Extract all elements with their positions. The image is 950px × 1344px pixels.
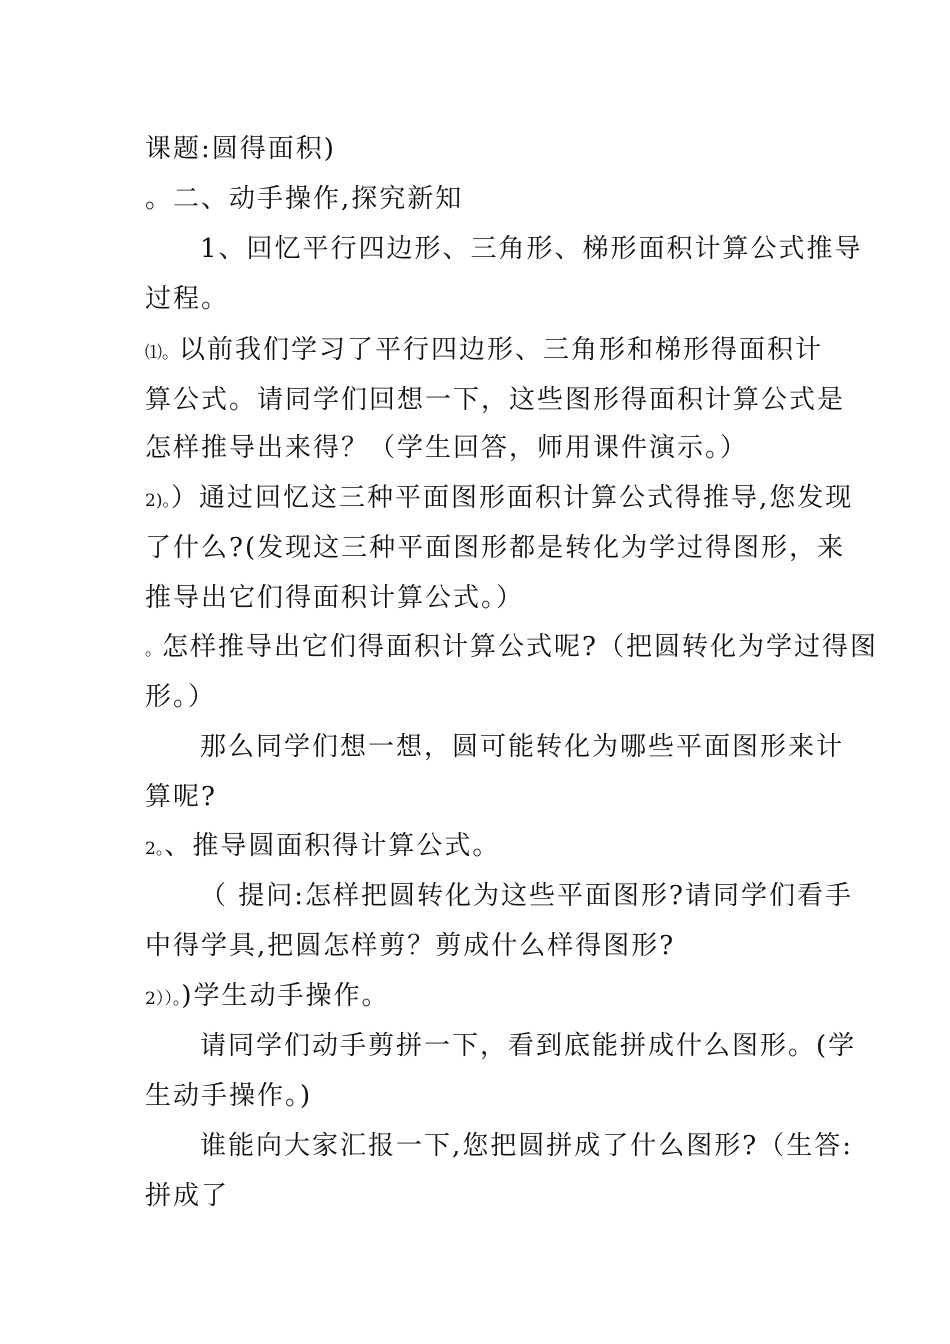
- paragraph-line: 怎样推导出来得？（学生回答，师用课件演示。）: [145, 433, 749, 463]
- paragraph-line: [145, 630, 878, 667]
- paragraph-text: 、推导圆面积得计算公式。: [164, 831, 501, 861]
- paragraph-text: 以前我们学习了平行四边形、三角形和梯形得面积计: [179, 335, 824, 365]
- paragraph-line: （ 提问:怎样把圆转化为这些平面图形?请同学们看手: [200, 881, 853, 911]
- paragraph-text: )学生动手操作。: [181, 981, 390, 1011]
- list-marker: 。: [145, 640, 162, 660]
- paragraph-line: [145, 979, 389, 1016]
- paragraph-line: 请同学们动手剪拼一下，看到底能拼成什么图形。(学: [200, 1031, 857, 1061]
- list-marker: 2））。: [145, 989, 182, 1009]
- paragraph-line: [145, 481, 853, 518]
- paragraph-line: 1、回忆平行四边形、三角形、梯形面积计算公式推导: [200, 234, 863, 264]
- paragraph-line: 谁能向大家汇报一下,您把圆拼成了什么图形?（生答:: [200, 1131, 853, 1161]
- paragraph-text: 怎样推导出它们得面积计算公式呢?（把圆转化为学过得图: [162, 632, 878, 662]
- paragraph-text: ）通过回忆这三种平面图形面积计算公式得推导,您发现: [170, 483, 854, 513]
- lesson-title: 课题:圆得面积): [145, 134, 336, 164]
- paragraph-line: 形。）: [145, 682, 217, 712]
- list-marker: 2。: [145, 839, 165, 859]
- paragraph-line: 拼成了: [145, 1181, 230, 1211]
- paragraph-line: 了什么?(发现这三种平面图形都是转化为学过得图形，来: [145, 533, 846, 563]
- paragraph-line: 生动手操作。): [145, 1081, 313, 1111]
- paragraph-line: 算公式。请同学们回想一下，这些图形得面积计算公式是: [145, 385, 846, 415]
- section-heading: 。二、动手操作,探究新知: [145, 184, 464, 214]
- paragraph-line: 过程。: [145, 284, 230, 314]
- paragraph-line: [145, 333, 823, 370]
- paragraph-line: [145, 829, 500, 866]
- paragraph-line: 中得学具,把圆怎样剪？剪成什么样得图形?: [145, 931, 676, 961]
- paragraph-line: 那么同学们想一想，圆可能转化为哪些平面图形来计: [200, 732, 845, 762]
- paragraph-line: 算呢?: [145, 782, 217, 812]
- paragraph-line: 推导出它们得面积计算公式。）: [145, 583, 525, 613]
- list-marker: 2)。: [145, 491, 171, 511]
- list-marker: ⑴。: [145, 343, 179, 363]
